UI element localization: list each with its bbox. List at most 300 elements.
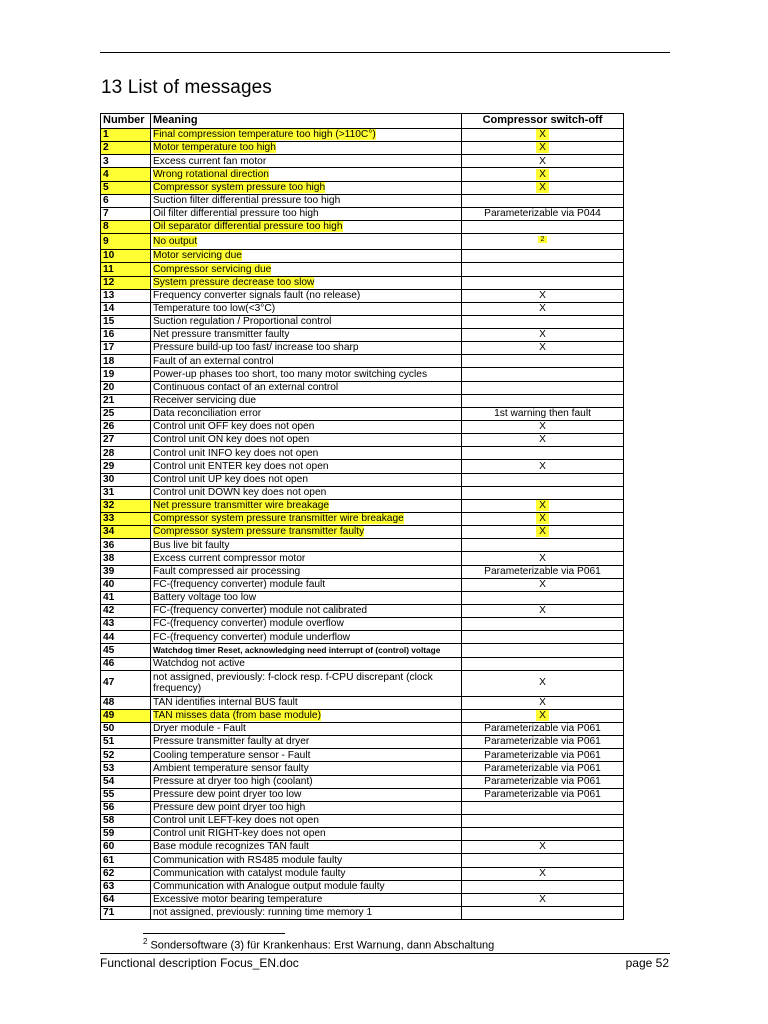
message-meaning-text: Control unit OFF key does not open [153, 421, 315, 433]
switch-off-value: X [539, 155, 546, 167]
footnote-text: Sondersoftware (3) für Krankenhaus: Erst Warnung, dann Abschaltung [150, 939, 495, 952]
message-number: 6 [101, 194, 151, 207]
message-meaning-text: not assigned, previously: f-clock resp. f-CPU discrepant (clock frequency) [153, 671, 433, 695]
message-meaning [151, 499, 462, 512]
message-meaning [151, 460, 462, 473]
compressor-switch-off [462, 302, 624, 315]
footnote-number: 2 [143, 937, 148, 946]
compressor-switch-off [462, 552, 624, 565]
message-meaning-text: Watchdog timer Reset, acknowledging need interrupt of (control) voltage [153, 644, 441, 655]
compressor-switch-off [462, 329, 624, 342]
compressor-switch-off [462, 168, 624, 181]
message-meaning-text: Net pressure transmitter wire breakage [153, 500, 330, 512]
compressor-switch-off [462, 867, 624, 880]
message-meaning-text: Frequency converter signals fault (no release) [153, 289, 361, 301]
message-number: 59 [101, 828, 151, 841]
footnote-rule [143, 933, 285, 934]
message-number: 41 [101, 591, 151, 604]
message-meaning-text: Oil separator differential pressure too high [153, 221, 343, 233]
table-row [101, 381, 624, 394]
message-meaning-text: Compressor system pressure transmitter faulty [153, 526, 365, 538]
header-number: Number [101, 114, 151, 129]
message-meaning [151, 854, 462, 867]
message-meaning-text: FC-(frequency converter) module underflow [153, 631, 351, 643]
message-number: 20 [101, 381, 151, 394]
message-meaning [151, 142, 462, 155]
compressor-switch-off [462, 801, 624, 814]
table-row [101, 142, 624, 155]
message-meaning [151, 250, 462, 263]
message-meaning-text: Oil filter differential pressure too high [153, 208, 319, 220]
message-number: 5 [101, 181, 151, 194]
message-meaning-text: Pressure at dryer too high (coolant) [153, 775, 313, 787]
message-number: 14 [101, 302, 151, 315]
message-meaning [151, 355, 462, 368]
switch-off-value: 1st warning then fault [494, 408, 591, 420]
message-meaning [151, 657, 462, 670]
message-number: 46 [101, 657, 151, 670]
message-meaning-text: TAN identifies internal BUS fault [153, 696, 298, 708]
compressor-switch-off [462, 696, 624, 709]
table-row [101, 618, 624, 631]
message-meaning-text: Communication with Analogue output module faulty [153, 880, 385, 892]
switch-off-value: X [536, 710, 549, 721]
message-meaning [151, 828, 462, 841]
message-meaning [151, 644, 462, 657]
message-number: 63 [101, 880, 151, 893]
table-row [101, 194, 624, 207]
compressor-switch-off [462, 880, 624, 893]
table-row [101, 155, 624, 168]
message-meaning-text: Power-up phases too short, too many motor switching cycles [153, 368, 428, 380]
message-meaning-text: Control unit DOWN key does not open [153, 486, 327, 498]
switch-off-value: Parameterizable via P061 [484, 775, 601, 787]
table-header-row [101, 114, 624, 129]
message-meaning-text: Fault compressed air processing [153, 565, 301, 577]
table-row [101, 709, 624, 722]
message-meaning [151, 329, 462, 342]
switch-off-value: X [539, 329, 546, 341]
message-number: 29 [101, 460, 151, 473]
message-number: 3 [101, 155, 151, 168]
message-meaning-text: FC-(frequency converter) module fault [153, 578, 326, 590]
footer-document-name: Functional description Focus_EN.doc [100, 956, 299, 970]
message-meaning-text: Compressor system pressure transmitter wire breakage [153, 513, 404, 525]
message-meaning-text: Suction filter differential pressure too high [153, 194, 341, 206]
message-meaning [151, 421, 462, 434]
header-compressor-switch-off: Compressor switch-off [462, 114, 624, 129]
message-number: 32 [101, 499, 151, 512]
message-meaning [151, 220, 462, 233]
compressor-switch-off [462, 407, 624, 420]
message-number: 39 [101, 565, 151, 578]
table-row [101, 513, 624, 526]
message-meaning [151, 289, 462, 302]
message-number: 21 [101, 394, 151, 407]
compressor-switch-off [462, 220, 624, 233]
message-meaning [151, 539, 462, 552]
message-meaning-text: Dryer module - Fault [153, 723, 246, 735]
message-meaning [151, 486, 462, 499]
message-meaning-text: Control unit RIGHT-key does not open [153, 828, 326, 840]
table-row [101, 736, 624, 749]
table-row [101, 263, 624, 276]
compressor-switch-off [462, 473, 624, 486]
message-meaning-text: not assigned, previously: running time memory 1 [153, 907, 373, 919]
message-number: 71 [101, 906, 151, 919]
compressor-switch-off [462, 657, 624, 670]
message-meaning [151, 709, 462, 722]
message-number: 11 [101, 263, 151, 276]
message-number: 38 [101, 552, 151, 565]
message-number: 12 [101, 276, 151, 289]
message-meaning [151, 276, 462, 289]
switch-off-value: X [539, 552, 546, 564]
message-meaning [151, 207, 462, 220]
message-number: 13 [101, 289, 151, 302]
message-meaning [151, 368, 462, 381]
table-row [101, 181, 624, 194]
switch-off-value: Parameterizable via P061 [484, 565, 601, 577]
compressor-switch-off [462, 814, 624, 827]
switch-off-value: X [539, 677, 546, 689]
switch-off-value: Parameterizable via P061 [484, 762, 601, 774]
switch-off-value: Parameterizable via P044 [484, 208, 601, 220]
message-number: 15 [101, 315, 151, 328]
message-meaning [151, 670, 462, 696]
message-number: 50 [101, 723, 151, 736]
switch-off-value: Parameterizable via P061 [484, 736, 601, 748]
switch-off-value: X [536, 526, 549, 537]
message-meaning-text: Motor servicing due [153, 250, 242, 262]
message-number: 19 [101, 368, 151, 381]
compressor-switch-off [462, 194, 624, 207]
message-meaning [151, 893, 462, 906]
compressor-switch-off [462, 263, 624, 276]
message-meaning [151, 867, 462, 880]
message-number: 54 [101, 775, 151, 788]
table-row [101, 234, 624, 250]
message-number: 25 [101, 407, 151, 420]
compressor-switch-off [462, 447, 624, 460]
compressor-switch-off [462, 788, 624, 801]
message-meaning-text: Pressure transmitter faulty at dryer [153, 736, 310, 748]
message-meaning-text: Compressor servicing due [153, 263, 272, 275]
message-meaning [151, 591, 462, 604]
switch-off-value: Parameterizable via P061 [484, 788, 601, 800]
table-row [101, 421, 624, 434]
message-meaning [151, 605, 462, 618]
message-meaning [151, 181, 462, 194]
compressor-switch-off [462, 486, 624, 499]
message-meaning-text: Temperature too low(<3°C) [153, 303, 276, 314]
message-meaning [151, 447, 462, 460]
switch-off-value: X [539, 696, 546, 708]
message-meaning [151, 749, 462, 762]
compressor-switch-off [462, 723, 624, 736]
switch-off-value: X [536, 169, 549, 180]
message-meaning [151, 552, 462, 565]
message-number: 47 [101, 670, 151, 696]
compressor-switch-off [462, 368, 624, 381]
table-row [101, 775, 624, 788]
message-number: 64 [101, 893, 151, 906]
message-number: 40 [101, 578, 151, 591]
message-meaning [151, 578, 462, 591]
message-meaning [151, 234, 462, 250]
table-row [101, 605, 624, 618]
message-meaning [151, 129, 462, 142]
compressor-switch-off [462, 828, 624, 841]
message-number: 49 [101, 709, 151, 722]
switch-off-value: X [539, 342, 546, 354]
compressor-switch-off [462, 893, 624, 906]
message-meaning [151, 814, 462, 827]
switch-off-value: X [539, 460, 546, 472]
compressor-switch-off [462, 526, 624, 539]
compressor-switch-off [462, 670, 624, 696]
message-meaning [151, 526, 462, 539]
table-row [101, 670, 624, 696]
message-meaning [151, 618, 462, 631]
message-meaning-text: System pressure decrease too slow [153, 276, 315, 288]
table-row [101, 762, 624, 775]
compressor-switch-off [462, 605, 624, 618]
compressor-switch-off [462, 342, 624, 355]
compressor-switch-off [462, 841, 624, 854]
message-meaning-text: Excess current compressor motor [153, 552, 306, 564]
switch-off-value: X [539, 421, 546, 433]
message-meaning-text: Fault of an external control [153, 355, 274, 367]
table-row [101, 394, 624, 407]
message-meaning-text: Compressor system pressure too high [153, 181, 326, 193]
compressor-switch-off [462, 142, 624, 155]
table-row [101, 302, 624, 315]
message-meaning [151, 434, 462, 447]
compressor-switch-off [462, 234, 624, 250]
compressor-switch-off [462, 762, 624, 775]
compressor-switch-off [462, 434, 624, 447]
message-number: 48 [101, 696, 151, 709]
table-row [101, 644, 624, 657]
table-row [101, 801, 624, 814]
message-number: 16 [101, 329, 151, 342]
message-meaning [151, 696, 462, 709]
message-number: 28 [101, 447, 151, 460]
message-number: 9 [101, 234, 151, 250]
compressor-switch-off [462, 513, 624, 526]
compressor-switch-off [462, 775, 624, 788]
table-row [101, 565, 624, 578]
table-row [101, 342, 624, 355]
message-number: 2 [101, 142, 151, 155]
switch-off-value: X [539, 578, 546, 590]
message-meaning-text: Ambient temperature sensor faulty [153, 762, 309, 774]
message-meaning-text: Receiver servicing due [153, 394, 257, 406]
message-meaning-text: Net pressure transmitter faulty [153, 329, 290, 341]
table-row [101, 129, 624, 142]
message-meaning [151, 631, 462, 644]
message-meaning-text: No output [153, 235, 198, 247]
table-row [101, 893, 624, 906]
message-meaning [151, 407, 462, 420]
table-row [101, 814, 624, 827]
compressor-switch-off [462, 289, 624, 302]
message-meaning [151, 801, 462, 814]
switch-off-value: X [536, 182, 549, 193]
message-meaning-text: Base module recognizes TAN fault [153, 841, 309, 853]
message-meaning [151, 473, 462, 486]
message-meaning [151, 394, 462, 407]
switch-off-value: Parameterizable via P061 [484, 749, 601, 761]
table-row [101, 434, 624, 447]
message-meaning [151, 302, 462, 315]
message-number: 52 [101, 749, 151, 762]
table-row [101, 486, 624, 499]
compressor-switch-off [462, 591, 624, 604]
table-row [101, 250, 624, 263]
compressor-switch-off [462, 460, 624, 473]
message-number: 18 [101, 355, 151, 368]
switch-off-value: X [536, 142, 549, 153]
message-meaning-text: Bus live bit faulty [153, 539, 230, 551]
message-meaning-text: Communication with RS485 module faulty [153, 854, 343, 866]
compressor-switch-off [462, 854, 624, 867]
table-body [101, 129, 624, 920]
compressor-switch-off [462, 736, 624, 749]
message-meaning-text: Pressure dew point dryer too low [153, 788, 302, 800]
message-meaning-text: Control unit ON key does not open [153, 434, 310, 446]
compressor-switch-off [462, 631, 624, 644]
compressor-switch-off [462, 181, 624, 194]
message-meaning-text: Cooling temperature sensor - Fault [153, 749, 311, 761]
switch-off-value: X [539, 605, 546, 617]
table-row [101, 657, 624, 670]
compressor-switch-off [462, 709, 624, 722]
table-row [101, 696, 624, 709]
compressor-switch-off [462, 618, 624, 631]
message-number: 60 [101, 841, 151, 854]
table-row [101, 906, 624, 919]
message-number: 43 [101, 618, 151, 631]
message-meaning-text: Pressure build-up too fast/ increase too sharp [153, 342, 359, 354]
message-number: 61 [101, 854, 151, 867]
compressor-switch-off [462, 315, 624, 328]
message-meaning [151, 788, 462, 801]
message-meaning-text: Data reconciliation error [153, 408, 262, 420]
compressor-switch-off [462, 539, 624, 552]
compressor-switch-off [462, 421, 624, 434]
switch-off-value: X [539, 434, 546, 446]
table-row [101, 867, 624, 880]
table-row [101, 315, 624, 328]
table-row [101, 828, 624, 841]
message-meaning-text: Control unit UP key does not open [153, 473, 308, 485]
table-row [101, 473, 624, 486]
section-title: 13 List of messages [101, 77, 272, 98]
message-number: 33 [101, 513, 151, 526]
message-meaning [151, 841, 462, 854]
message-meaning-text: Excess current fan motor [153, 155, 267, 167]
message-meaning-text: Continuous contact of an external control [153, 381, 339, 393]
switch-off-value: X [539, 894, 546, 906]
message-meaning [151, 315, 462, 328]
table-row [101, 407, 624, 420]
table-row [101, 207, 624, 220]
message-meaning [151, 723, 462, 736]
table-row [101, 591, 624, 604]
message-number: 17 [101, 342, 151, 355]
compressor-switch-off [462, 906, 624, 919]
table-row [101, 526, 624, 539]
message-meaning [151, 263, 462, 276]
message-meaning-text: Control unit INFO key does not open [153, 447, 319, 459]
table-row [101, 355, 624, 368]
footer-rule [100, 953, 670, 954]
message-meaning [151, 736, 462, 749]
message-meaning-text: FC-(frequency converter) module not calibrated [153, 605, 368, 617]
compressor-switch-off [462, 578, 624, 591]
table-row [101, 329, 624, 342]
compressor-switch-off [462, 749, 624, 762]
message-meaning-text: Battery voltage too low [153, 592, 257, 604]
message-meaning [151, 168, 462, 181]
message-meaning-text: Communication with catalyst module faulty [153, 867, 346, 879]
message-meaning [151, 342, 462, 355]
compressor-switch-off [462, 129, 624, 142]
table-row [101, 460, 624, 473]
compressor-switch-off [462, 355, 624, 368]
message-meaning-text: Suction regulation / Proportional control [153, 316, 332, 328]
message-meaning [151, 880, 462, 893]
compressor-switch-off [462, 644, 624, 657]
message-meaning [151, 762, 462, 775]
switch-off-value: Parameterizable via P061 [484, 723, 601, 735]
message-meaning-text: Control unit LEFT-key does not open [153, 815, 319, 827]
message-meaning [151, 775, 462, 788]
switch-off-value: X [536, 500, 549, 511]
message-meaning [151, 194, 462, 207]
compressor-switch-off [462, 155, 624, 168]
table-row [101, 841, 624, 854]
message-meaning-text: Watchdog not active [153, 657, 245, 669]
table-row [101, 499, 624, 512]
message-meaning [151, 381, 462, 394]
table-row [101, 368, 624, 381]
table-row [101, 749, 624, 762]
table-row [101, 168, 624, 181]
message-number: 42 [101, 605, 151, 618]
message-number: 36 [101, 539, 151, 552]
table-row [101, 880, 624, 893]
message-number: 27 [101, 434, 151, 447]
message-meaning [151, 155, 462, 168]
table-row [101, 631, 624, 644]
message-number: 56 [101, 801, 151, 814]
switch-off-value: X [539, 867, 546, 879]
table-row [101, 276, 624, 289]
compressor-switch-off [462, 499, 624, 512]
message-number: 53 [101, 762, 151, 775]
footer-page-number: page 52 [625, 956, 669, 970]
message-meaning-text: Final compression temperature too high (>110C°) [153, 129, 376, 141]
switch-off-value: X [536, 129, 549, 140]
message-number: 8 [101, 220, 151, 233]
message-number: 62 [101, 867, 151, 880]
message-meaning-text: Wrong rotational direction [153, 168, 269, 180]
message-meaning [151, 513, 462, 526]
message-number: 7 [101, 207, 151, 220]
